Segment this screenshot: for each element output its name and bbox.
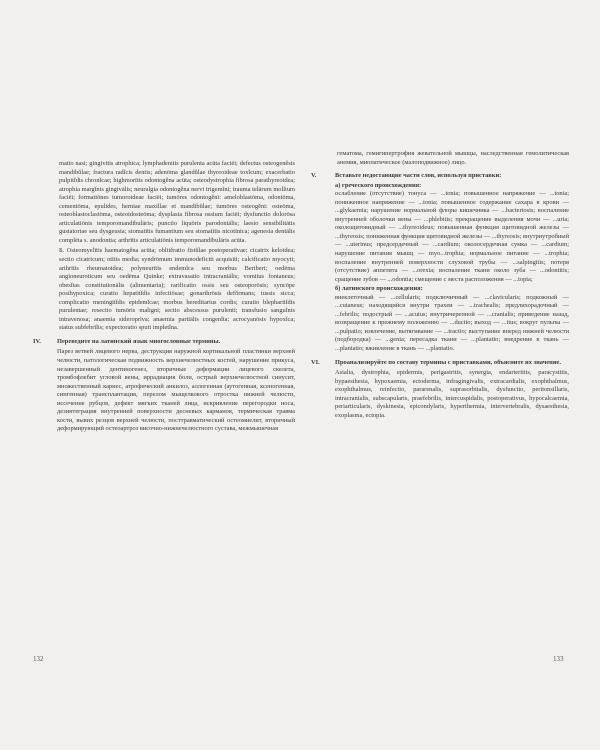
exercise-number: VI. [311, 358, 320, 366]
latin-prefix-text: внеклеточный — ...cellularis; подключичный — ...clavicularis; подкожный — ...cutaneus; находящийся внутри трахеи — ...trachealis; предлихорадочный — ...febrilis; подострый — ...acutus; внутричерепной — ...cranialis; приведение назад, возвращение к прежнему положению — ...ductio; выход — ...itus; вокруг пульпы — ...pulpatio; извлечение, вытягивание — ...tractio; выступание вперед нижней челюсти (подбородка) — ...genia; пересадка ткани — ...plantatio; внедрение в ткань — ...plantatio; вживление в ткань — ...plantatio. [335, 293, 569, 353]
terms-list-a: matio nasi; gingivitis atrophica; lymphadenitis purulenta acūta faciēi; defectus osteogenĕsis mandibŭlae; fractura radĭcis dentis; adenōma glandŭlae thyreoideae toxĭcum; exacerbatio pulpitĭdis chronĭcae; highmorītis odontogĕna acūta; osteodystrophia fibrosa parathyreoidea; atrophia margĭnis gingivālis; neuralgia odontogĕna nervi trigemĭni; trauma telārum mollium faciēi; formatiōnes tumoroideae faciēi; tumōres odontogĕnī: ameloblastōma, odontōma, cementōma, epulides, herniae maxillae et mandibŭlae; tumōres osteogĕni: osteōma, osteoblastoclastōma, osteoidosteōma; dysplasia fibrosa ossium faciēi; dysfunctio dolorōsa articulatiōnis temporomandibulāris; punctio liquōris parodontālis; laesio sensibilitātis gustatoriae seu dysgeusia; stomatītis fumantium seu stomatītis nicotīnica; agenesia dentālis complēta s. anodontia; arthrītis articulatiōnis temporomandibulāris acūta. [59, 160, 295, 244]
left-page-column [33, 160, 295, 434]
exercise-v [311, 172, 569, 353]
exercise-text: Asialia, dystrophia, epidermis, perigastritis, synergia, endarteriitis, paracystitis, hypaesthesia, hypoxaemia, ectoderma, infragingivalis, extracardialis, exophthalmus, exophthalmus, reinfectio, pararenalis, suprasorbitalis, dysfunctio, peritonsillaris, intracranialis, subscapularis, praefebrilis, intercuspidalis, postoperativus, hypocalcaemia, periarticularis, dyskinesia, epicondylaris, hyperthermia, intervertebralis, dysaesthesia, exoplasma, ectopia. [335, 369, 569, 419]
subheading-latin: б) латинского происхождения: [335, 285, 423, 293]
subheading-greek: а) греческого происхождения: [335, 181, 422, 189]
exercise-heading: Переведите на латинский язык многословные термины. [57, 337, 221, 345]
right-page-column [311, 150, 569, 420]
exercise-number: IV. [33, 337, 41, 345]
exercise-heading: Вставьте недостающие части слов, используя приставки: [335, 172, 502, 180]
exercise-iv [33, 338, 295, 434]
exercise-vi [311, 359, 569, 421]
exercise-heading: Проанализируйте по составу термины с приставками, объясните их значение. [335, 358, 561, 366]
terms-list-b: Б. Osteomyelītis haematogĕna acūta; oblitĕratio fistŭlae postoperatīvae; cicatrix keloīdea; sectio cicatricum; otītis media; syndrōmum immunodeficiti acquisīti; calcificatio myocyti; arthrītis rheumatoidea; polyneurītis endemĭca seu morbus Beriberi; oedēma angioneuroticum seu oedēma Quinke; extravasatio intracraniālis; vomitus fontaneus; obesĭtas constitutionālis (alimentaria); rarificatio ossis seu osteoporōsis; syncōpe posthypoxica; curatio hepatitĭdis infectiōsae; gonarthrōsis defŏrmans; tussis sicca; complicatio meningitĭdis epidemĭcae; morbus hereditarius cordis; curatio blepharitĭdis purulentae; resectio tumōris maligni; sectio abscessus purulenti; transfusio sanguĭnis intravenosa; anaemia sideroprīva; anaemia partiālis congenĭta; acrocyanōsis hypoxĭca; status subfebrīlis; expectoratio sputi impletĭna. [59, 247, 295, 332]
exercise-text: Парез ветвей лицевого нерва, деструкция наружной кортикальной пластинки верхней челюсти, патологическая подвижность верхнечелюстных костей, нарушение прикуса, незавершенный дентиногенез, вторичные деформации лицевого скелета, тромбофлебит угловой вены, иррадиация боли, острый верхнечелюстной синусит, множественный кариес, атрофический анкилоз, аллогенная (аутогенная, ксеногенная, сингенная) трансплантация, перелом мыщелкового отростка нижней челюсти, иссечение рубцов, дефект мягких тканей лица, искривление перегородки носа, дезинтеграция внутренней поверхности десневых карманов, термическая травма кости, вывих резцов верхней челюсти, посттравматический остеомиелит, вторичный деформирующий остеоартроз височно-нижнечелюстного сустава, межмышечная [57, 348, 295, 433]
greek-prefix-text: ослабление (отсутствие) тонуса — ...tonia; повышенное напряжение — ...tonia; пониженное напряжение — ...tonia; повышенное содержание сахара в крови — ...glykaemia; нарушение нормальной флоры кишечника — ...bacteriosis; воспаление внутренней оболочки вены — ...phlebitis; прекращение выделения мочи — ...uria; околощитовидный — ...thyreoideus; повышенная функция щитовидной железы — ...thyreosis; пониженная функция щитовидной железы — ...thyreosis; внутриутробный — ...uterinus; предсердечный — ...cardium; околосердечная сумка — ...cardium; нарушение питания мышц — myo...trophia; нормальное питание — ...trophia; воспаление внутренней поверхности слуховой трубы — ...salpingitis; потеря (отсутствие) аппетита — ...orexia; воспаление ткани около зуба — ...odontitis; сращение зубов — ...odontia; смещение с места расположения — ...topia; [335, 190, 569, 283]
page-number-left: 132 [33, 655, 44, 663]
exercise-number: V. [311, 172, 317, 180]
continued-text: гематома, гемигипертрофия жевательной мышцы, наследственная гемолитическая анемия, миопатическое (малоподвижное) лицо. [337, 150, 569, 166]
page-number-right: 133 [553, 655, 564, 663]
